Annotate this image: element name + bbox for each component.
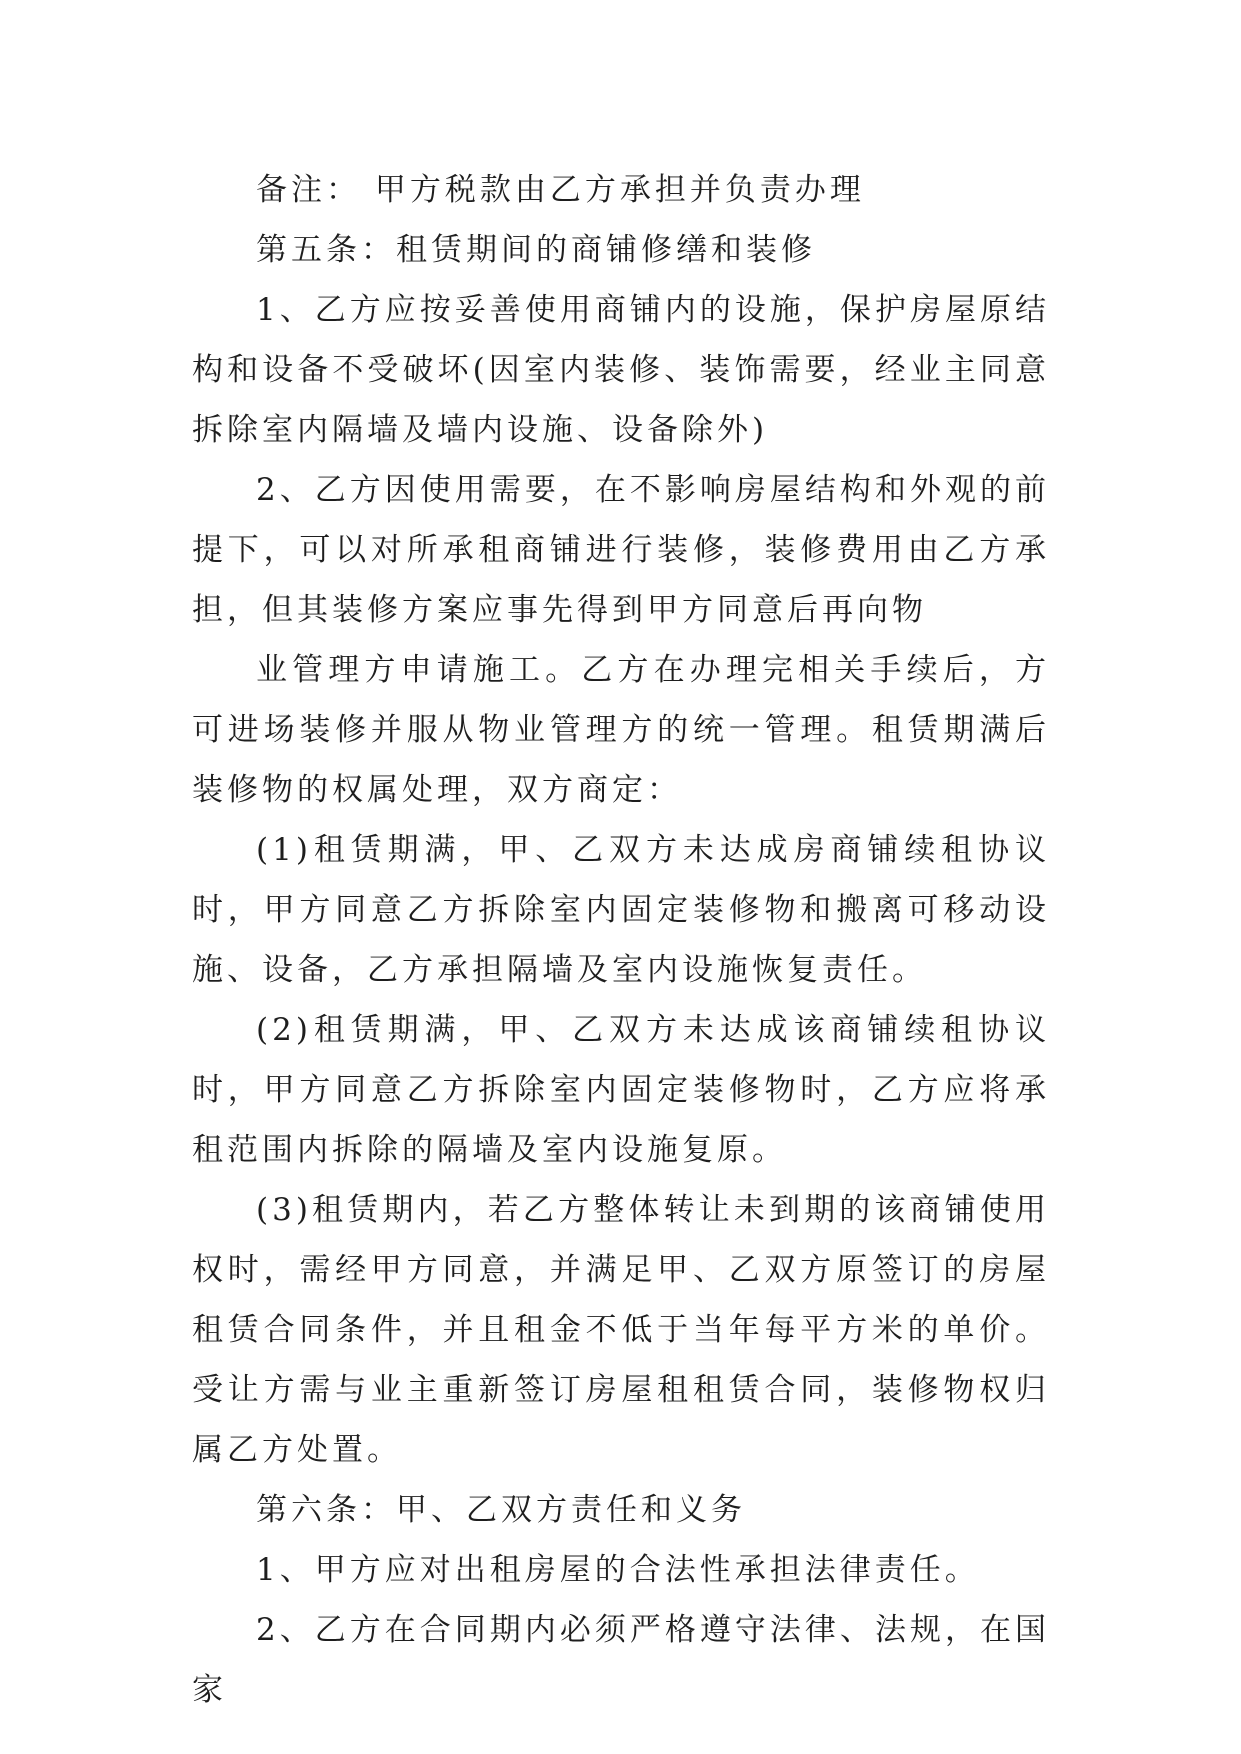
document-body [192, 160, 1050, 1720]
article-5-subitem-2: (2)租赁期满，甲、乙双方未达成该商铺续租协议时，甲方同意乙方拆除室内固定装修物时，乙方应将承租范围内拆除的隔墙及室内设施复原。 [192, 1012, 1050, 1168]
article-5-subitem-3: (3)租赁期内，若乙方整体转让未到期的该商铺使用权时，需经甲方同意，并满足甲、乙双方原签订的房屋租赁合同条件，并且租金不低于当年每平方米的单价。受让方需与业主重新签订房屋租租赁合同，装修物权归属乙方处置。 [192, 1192, 1050, 1468]
article-5-item-2-continued: 业管理方申请施工。乙方在办理完相关手续后，方可进场装修并服从物业管理方的统一管理。租赁期满后装修物的权属处理，双方商定： [192, 652, 1050, 808]
article-5-heading: 第五条：租赁期间的商铺修缮和装修 [256, 232, 816, 268]
article-6-item-1: 1、甲方应对出租房屋的合法性承担法律责任。 [256, 1552, 980, 1588]
article-6-heading: 第六条：甲、乙双方责任和义务 [256, 1492, 746, 1528]
article-5-subitem-1: (1)租赁期满，甲、乙双方未达成房商铺续租协议时，甲方同意乙方拆除室内固定装修物和搬离可移动设施、设备，乙方承担隔墙及室内设施恢复责任。 [192, 832, 1050, 988]
article-5-item-1: 1、乙方应按妥善使用商铺内的设施，保护房屋原结构和设备不受破坏(因室内装修、装饰需要，经业主同意拆除室内隔墙及墙内设施、设备除外) [192, 292, 1050, 448]
article-6-item-2: 2、乙方在合同期内必须严格遵守法律、法规，在国家 [192, 1612, 1050, 1708]
article-5-item-2: 2、乙方因使用需要，在不影响房屋结构和外观的前提下，可以对所承租商铺进行装修，装修费用由乙方承担，但其装修方案应事先得到甲方同意后再向物 [192, 472, 1050, 628]
note-tax-paragraph: 备注： 甲方税款由乙方承担并负责办理 [256, 172, 865, 208]
